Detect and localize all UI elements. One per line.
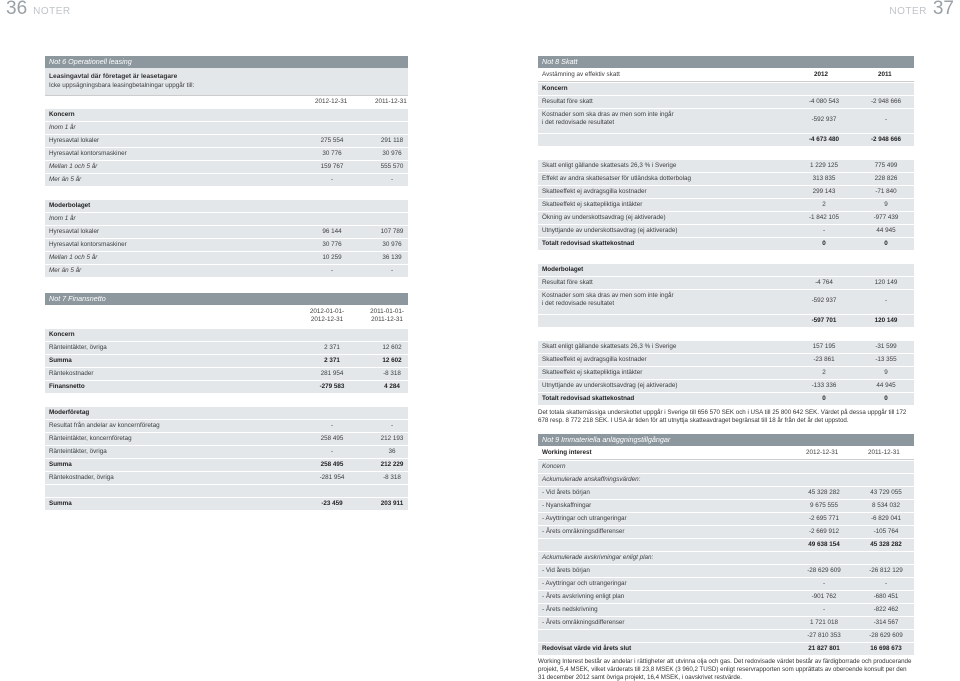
note7-col1: 2012-01-01- 2012-12-31 [309, 308, 345, 323]
note7-row [45, 419, 408, 432]
note8-row-label: Totalt redovisad skattekostnad [542, 395, 635, 402]
note9-row [538, 577, 914, 590]
note8-cell-c2: 44 945 [876, 227, 896, 234]
note7-row-label: Resultat från andelar av koncernföretag [49, 422, 160, 429]
note9-row [538, 486, 914, 499]
note8-cell-c1: - [822, 227, 826, 234]
note6-row [45, 186, 408, 199]
note8-row-label: Effekt av andra skattesatser för utländska dotterbolag [542, 175, 691, 182]
note7-row [45, 497, 408, 510]
note9-cell-c1: -27 810 353 [807, 632, 841, 639]
note8-row [538, 82, 914, 95]
note6-row-label: Hyresavtal lokaler [49, 136, 100, 144]
note6-row-label: Mer än 5 år [49, 266, 82, 274]
note7-row [45, 328, 408, 341]
note6-row-label: Hyresavtal kontorsmaskiner [49, 149, 127, 157]
note6-row-label: Koncern [49, 110, 75, 118]
note8-cell-c1: -1 842 105 [808, 214, 840, 221]
note8-row [538, 211, 914, 224]
note8-cell-c2: 9 [884, 369, 888, 376]
note8-row-label: Skatteeffekt ej skattepliktiga intäkter [542, 201, 643, 208]
note8-cell-c1: -597 701 [811, 317, 837, 324]
note6-row-label: Hyresavtal lokaler [49, 227, 100, 235]
note6-cell-c2: - [390, 175, 394, 183]
note8-row [538, 133, 914, 146]
note9-section [538, 434, 914, 681]
note8-col1: 2012 [814, 71, 829, 78]
note8-cell-c2: -13 355 [875, 356, 897, 363]
note9-cell-c1: -901 762 [811, 593, 837, 600]
note8-col-headers [538, 68, 914, 82]
note7-cell-c2: 36 [388, 448, 396, 455]
note6-cell-c2: 555 570 [380, 162, 404, 170]
note7-cell-c1: - [330, 448, 334, 455]
note6-cell-c2: 30 976 [382, 149, 402, 157]
note9-cell-c1: 45 328 282 [808, 489, 840, 496]
note9-cell-c2: 45 328 282 [870, 541, 902, 548]
note9-cell-c2: -680 451 [873, 593, 899, 600]
note9-cell-c2: -105 764 [873, 528, 899, 535]
note7-cell-c1: -281 954 [319, 474, 345, 481]
note6-row [45, 251, 408, 264]
note6-cell-c1: - [330, 266, 334, 274]
note7-cell-c2: -8 318 [383, 474, 401, 481]
note7-cell-c2: 203 911 [380, 500, 404, 507]
note8-row [538, 95, 914, 108]
note8-cell-c2: - [884, 116, 888, 123]
note9-row [538, 564, 914, 577]
note8-cell-c2: -31 599 [875, 343, 897, 350]
note6-section [45, 56, 408, 277]
note7-row [45, 406, 408, 419]
note9-row-label: - Avyttringar och utrangeringar [542, 515, 627, 522]
note8-row [538, 159, 914, 172]
note7-cell-c1: -279 583 [319, 383, 345, 390]
note7-row-label: Koncern [49, 331, 75, 338]
note8-cell-c1: -133 336 [811, 382, 837, 389]
note8-cell-c1: 157 195 [812, 343, 836, 350]
note7-cell-c1: 2 371 [324, 357, 340, 364]
note7-section [45, 293, 408, 510]
note8-col2: 2011 [878, 71, 892, 78]
note6-row-label: Inom 1 år [49, 214, 76, 222]
note6-row-label: Mellan 1 och 5 år [49, 162, 98, 170]
note6-cell-c1: 10 259 [322, 253, 342, 261]
note9-row-label: - Årets nedskrivning [542, 606, 598, 613]
note7-cell-c1: 258 495 [320, 461, 344, 468]
note6-cell-c2: 107 789 [380, 227, 404, 235]
note7-cell-c1: 258 495 [320, 435, 344, 442]
note7-row-label: Finansnetto [49, 383, 85, 390]
note8-cell-c1: -4 080 543 [808, 98, 840, 105]
note9-col2: 2011-12-31 [868, 449, 900, 456]
note8-row [538, 198, 914, 211]
note6-table [45, 95, 408, 277]
note6-row-label: Mellan 1 och 5 år [49, 253, 98, 261]
note8-row [538, 353, 914, 366]
note9-row-label: - Avyttringar och utrangeringar [542, 580, 627, 587]
note7-cell-c2: 12 602 [382, 344, 402, 351]
note8-row [538, 250, 914, 263]
note9-cell-c2: - [884, 580, 888, 587]
note6-row [45, 108, 408, 121]
note6-row-label: Moderbolaget [49, 201, 91, 209]
note8-row [538, 366, 914, 379]
note9-row [538, 473, 914, 486]
note6-intro-text: Icke uppsägningsbara leasingbetalningar uppgår till: [49, 81, 195, 89]
note9-cell-c1: 1 721 018 [809, 619, 838, 626]
note9-row-label: - Årets omräkningsdifferenser [542, 528, 625, 535]
note6-cell-c1: 30 776 [322, 240, 342, 248]
note8-row [538, 340, 914, 353]
note9-row-label: Koncern [542, 463, 566, 470]
note9-cell-c1: 9 675 555 [809, 502, 838, 509]
note9-row [538, 590, 914, 603]
note8-cell-c2: 120 149 [874, 279, 898, 286]
note9-cell-c2: 43 729 055 [870, 489, 902, 496]
note6-row [45, 238, 408, 251]
note9-row [538, 616, 914, 629]
note8-row-label: Skatteeffekt ej avdragsgilla kostnader [542, 188, 647, 195]
note7-row-label: Summa [49, 461, 72, 468]
note8-cell-c2: 0 [884, 395, 888, 402]
note8-cell-c1: -4 673 480 [808, 136, 840, 143]
note8-row [538, 314, 914, 327]
note6-col-headers [45, 95, 408, 108]
note9-row-label: - Nyanskaffningar [542, 502, 592, 509]
note7-cell-c1: -23 459 [321, 500, 343, 507]
note8-row [538, 185, 914, 198]
note9-head-label: Working interest [542, 449, 592, 456]
note9-cell-c1: -2 695 771 [808, 515, 840, 522]
note8-row [538, 379, 914, 392]
note6-title: Not 6 Operationell leasing [45, 56, 408, 68]
note7-row [45, 471, 408, 484]
note7-row [45, 380, 408, 393]
note8-cell-c2: - [884, 297, 888, 304]
note8-cell-c1: -592 937 [811, 116, 837, 123]
note9-row-label: - Vid årets början [542, 489, 590, 496]
note9-cell-c1: - [822, 606, 826, 613]
note9-cell-c2: -26 812 129 [869, 567, 903, 574]
note7-row [45, 484, 408, 497]
note9-cell-c1: -2 669 912 [808, 528, 840, 535]
note8-cell-c1: 1 229 125 [809, 162, 838, 169]
note8-row [538, 327, 914, 340]
note9-title: Not 9 Immateriella anläggningstillgångar [538, 434, 914, 446]
note7-cell-c2: 12 602 [382, 357, 402, 364]
note8-section [538, 56, 914, 425]
note9-row-label: Ackumulerade avskrivningar enligt plan: [542, 554, 654, 561]
note7-cell-c1: - [330, 422, 334, 429]
note6-row [45, 160, 408, 173]
note7-row [45, 341, 408, 354]
note9-row-label: - Årets omräkningsdifferenser [542, 619, 625, 626]
note7-cell-c2: 4 284 [384, 383, 400, 390]
note9-cell-c2: 16 698 673 [870, 645, 902, 652]
note7-row [45, 458, 408, 471]
note7-cell-c2: 212 193 [380, 435, 404, 442]
note9-cell-c2: -314 567 [873, 619, 899, 626]
note8-row-label: Totalt redovisad skattekostnad [542, 240, 635, 247]
note6-intro [45, 68, 408, 95]
note6-col1: 2012-12-31 [315, 97, 348, 105]
note9-cell-c2: -822 462 [873, 606, 899, 613]
note8-cell-c1: 0 [822, 395, 826, 402]
note7-row-label: Räntekostnader [49, 370, 94, 377]
note7-row-label: Ränteintäkter, övriga [49, 448, 107, 455]
note8-row-label: i det redovisade resultatet [542, 300, 615, 307]
note9-row-label: - Årets avskrivning enligt plan [542, 593, 625, 600]
note8-cell-c2: 228 826 [874, 175, 898, 182]
note7-cell-c1: 281 954 [320, 370, 344, 377]
note8-cell-c2: -977 439 [873, 214, 899, 221]
note9-row [538, 460, 914, 473]
note8-row [538, 146, 914, 159]
note8-cell-c2: 775 499 [874, 162, 898, 169]
note8-row-label: Skatt enligt gällande skattesats 26,3 % i Sverige [542, 343, 677, 350]
note6-row [45, 264, 408, 277]
note7-row-label: Summa [49, 500, 72, 507]
note9-cell-c1: 21 827 801 [808, 645, 840, 652]
note6-row [45, 121, 408, 134]
note8-cell-c2: 120 149 [874, 317, 898, 324]
note8-cell-c2: -2 948 666 [870, 98, 902, 105]
note8-row-label: Utnyttjande av underskottsavdrag (ej aktiverade) [542, 227, 678, 234]
note8-row-label: Resultat före skatt [542, 98, 593, 105]
note6-cell-c2: 36 139 [382, 253, 402, 261]
note7-row-label: Ränteintäkter, koncernföretag [49, 435, 132, 442]
note9-row [538, 525, 914, 538]
note7-cell-c1: 2 371 [324, 344, 340, 351]
note8-table [538, 68, 914, 405]
note8-row-label: Utnyttjande av underskottsavdrag (ej aktiverade) [542, 382, 678, 389]
note8-row-label: Resultat före skatt [542, 279, 593, 286]
note6-cell-c2: 291 118 [380, 136, 404, 144]
note9-table [538, 446, 914, 655]
note9-cell-c2: -28 629 609 [869, 632, 903, 639]
note9-row [538, 538, 914, 551]
note9-row-label: Ackumulerade anskaffningsvärden: [542, 476, 641, 483]
note8-row-label: Moderbolaget [542, 266, 584, 273]
note9-row [538, 642, 914, 655]
note9-cell-c1: - [822, 580, 826, 587]
note8-cell-c1: 313 835 [812, 175, 836, 182]
note6-row [45, 134, 408, 147]
note8-cell-c2: -71 840 [875, 188, 897, 195]
note9-cell-c1: 49 638 154 [808, 541, 840, 548]
note8-row [538, 276, 914, 289]
note7-row [45, 445, 408, 458]
note8-cell-c2: 44 945 [876, 382, 896, 389]
note8-row-label: i det redovisade resultatet [542, 119, 615, 126]
note7-cell-c2: 212 229 [380, 461, 404, 468]
note8-cell-c2: 0 [884, 240, 888, 247]
note6-cell-c1: 159 767 [320, 162, 344, 170]
note6-row-label: Mer än 5 år [49, 175, 82, 183]
note9-cell-c2: 8 534 032 [871, 502, 900, 509]
note7-row-label: Räntekostnader, övriga [49, 474, 114, 481]
note6-row [45, 147, 408, 160]
note8-row-label: Ökning av underskottsavdrag (ej aktiverade) [542, 214, 666, 221]
note8-row-label: Skatt enligt gällande skattesats 26,3 % i Sverige [542, 162, 677, 169]
note8-cell-c1: 2 [822, 201, 826, 208]
note8-row-label: Kostnader som ska dras av men som inte ingår [542, 292, 674, 299]
note7-table [45, 305, 408, 510]
note7-col-headers [45, 305, 408, 328]
note9-row-label: Redovisat värde vid årets slut [542, 645, 632, 652]
note9-row [538, 551, 914, 564]
note8-footnote: Det totala skattemässiga underskottet uppgår i Sverige till 656 570 SEK och i USA till 25 800 642 SEK. Värdet på dessa uppgår till 172 678 resp. 8 772 218 SEK. I USA är tiden för att utnyttja skatteavdraget begränsat till 18 år från det år det uppstod. [538, 409, 907, 424]
page-number-left: 36 NOTER [6, 0, 71, 19]
note8-row [538, 263, 914, 276]
note9-col-headers [538, 446, 914, 460]
note9-col1: 2012-12-31 [806, 449, 839, 456]
note6-col2: 2011-12-31 [375, 97, 407, 105]
note8-cell-c1: -23 861 [813, 356, 835, 363]
note8-cell-c2: -2 948 666 [870, 136, 902, 143]
note8-head-label: Avstämning av effektiv skatt [542, 71, 620, 78]
note8-row [538, 108, 914, 133]
note8-cell-c1: 0 [822, 240, 826, 247]
note8-cell-c1: 299 143 [812, 188, 836, 195]
note7-row-label: Moderföretag [49, 409, 90, 416]
note8-row-label: Skatteeffekt ej avdragsgilla kostnader [542, 356, 647, 363]
note8-title: Not 8 Skatt [538, 56, 914, 68]
note6-row [45, 225, 408, 238]
note8-row [538, 172, 914, 185]
note6-row [45, 199, 408, 212]
note6-row-label: Inom 1 år [49, 123, 76, 131]
note7-row [45, 354, 408, 367]
note6-cell-c1: 96 144 [322, 227, 342, 235]
note7-cell-c2: - [390, 422, 394, 429]
note9-row [538, 629, 914, 642]
note8-row-label: Koncern [542, 85, 568, 92]
note7-row [45, 432, 408, 445]
note9-row [538, 499, 914, 512]
note9-cell-c2: -6 829 041 [870, 515, 902, 522]
note9-cell-c1: -28 629 609 [807, 567, 841, 574]
note7-row-label: Summa [49, 357, 72, 364]
note6-cell-c2: - [390, 266, 394, 274]
note8-row [538, 289, 914, 314]
note8-cell-c2: 9 [884, 201, 888, 208]
note6-intro-heading: Leasingavtal där företaget är leasetagare [49, 73, 178, 80]
note8-cell-c1: -592 937 [811, 297, 837, 304]
note7-row-label: Ränteintäkter, övriga [49, 344, 107, 351]
note7-row [45, 367, 408, 380]
note8-row-label: Skatteeffekt ej skattepliktiga intäkter [542, 369, 643, 376]
note8-row [538, 224, 914, 237]
note6-row [45, 173, 408, 186]
note7-row [45, 393, 408, 406]
note6-row [45, 212, 408, 225]
note9-row [538, 603, 914, 616]
note6-cell-c1: 30 776 [322, 149, 342, 157]
note8-row-label: Kostnader som ska dras av men som inte ingår [542, 111, 674, 118]
note7-col2: 2011-01-01- 2011-12-31 [370, 308, 404, 323]
note8-row [538, 237, 914, 250]
note6-cell-c1: 275 554 [320, 136, 344, 144]
note6-row-label: Hyresavtal kontorsmaskiner [49, 240, 127, 248]
note8-row [538, 392, 914, 405]
page-number-right: NOTER 37 [889, 0, 954, 19]
note9-row-label: - Vid årets början [542, 567, 590, 574]
note6-cell-c2: 30 976 [382, 240, 402, 248]
note7-title: Not 7 Finansnetto [45, 293, 408, 305]
note9-row [538, 512, 914, 525]
note6-cell-c1: - [330, 175, 334, 183]
note9-footnote: Working Interest består av andelar i rättigheter att utvinna olja och gas. Det redovisade värdet består av färdigborrade och producerande projekt, 5,4 MSEK, vilket värderats till 23,8 MSEK (3 960,2 TUSD) enligt reservrapporten som upprättats av oberoende konsult per den 31 december 2012 samt övriga projekt, 16,4 MSEK, i oavskrivet restvärde. [538, 658, 912, 681]
note7-cell-c2: -8 318 [383, 370, 401, 377]
note8-cell-c1: 2 [822, 369, 826, 376]
note8-cell-c1: -4 764 [815, 279, 833, 286]
